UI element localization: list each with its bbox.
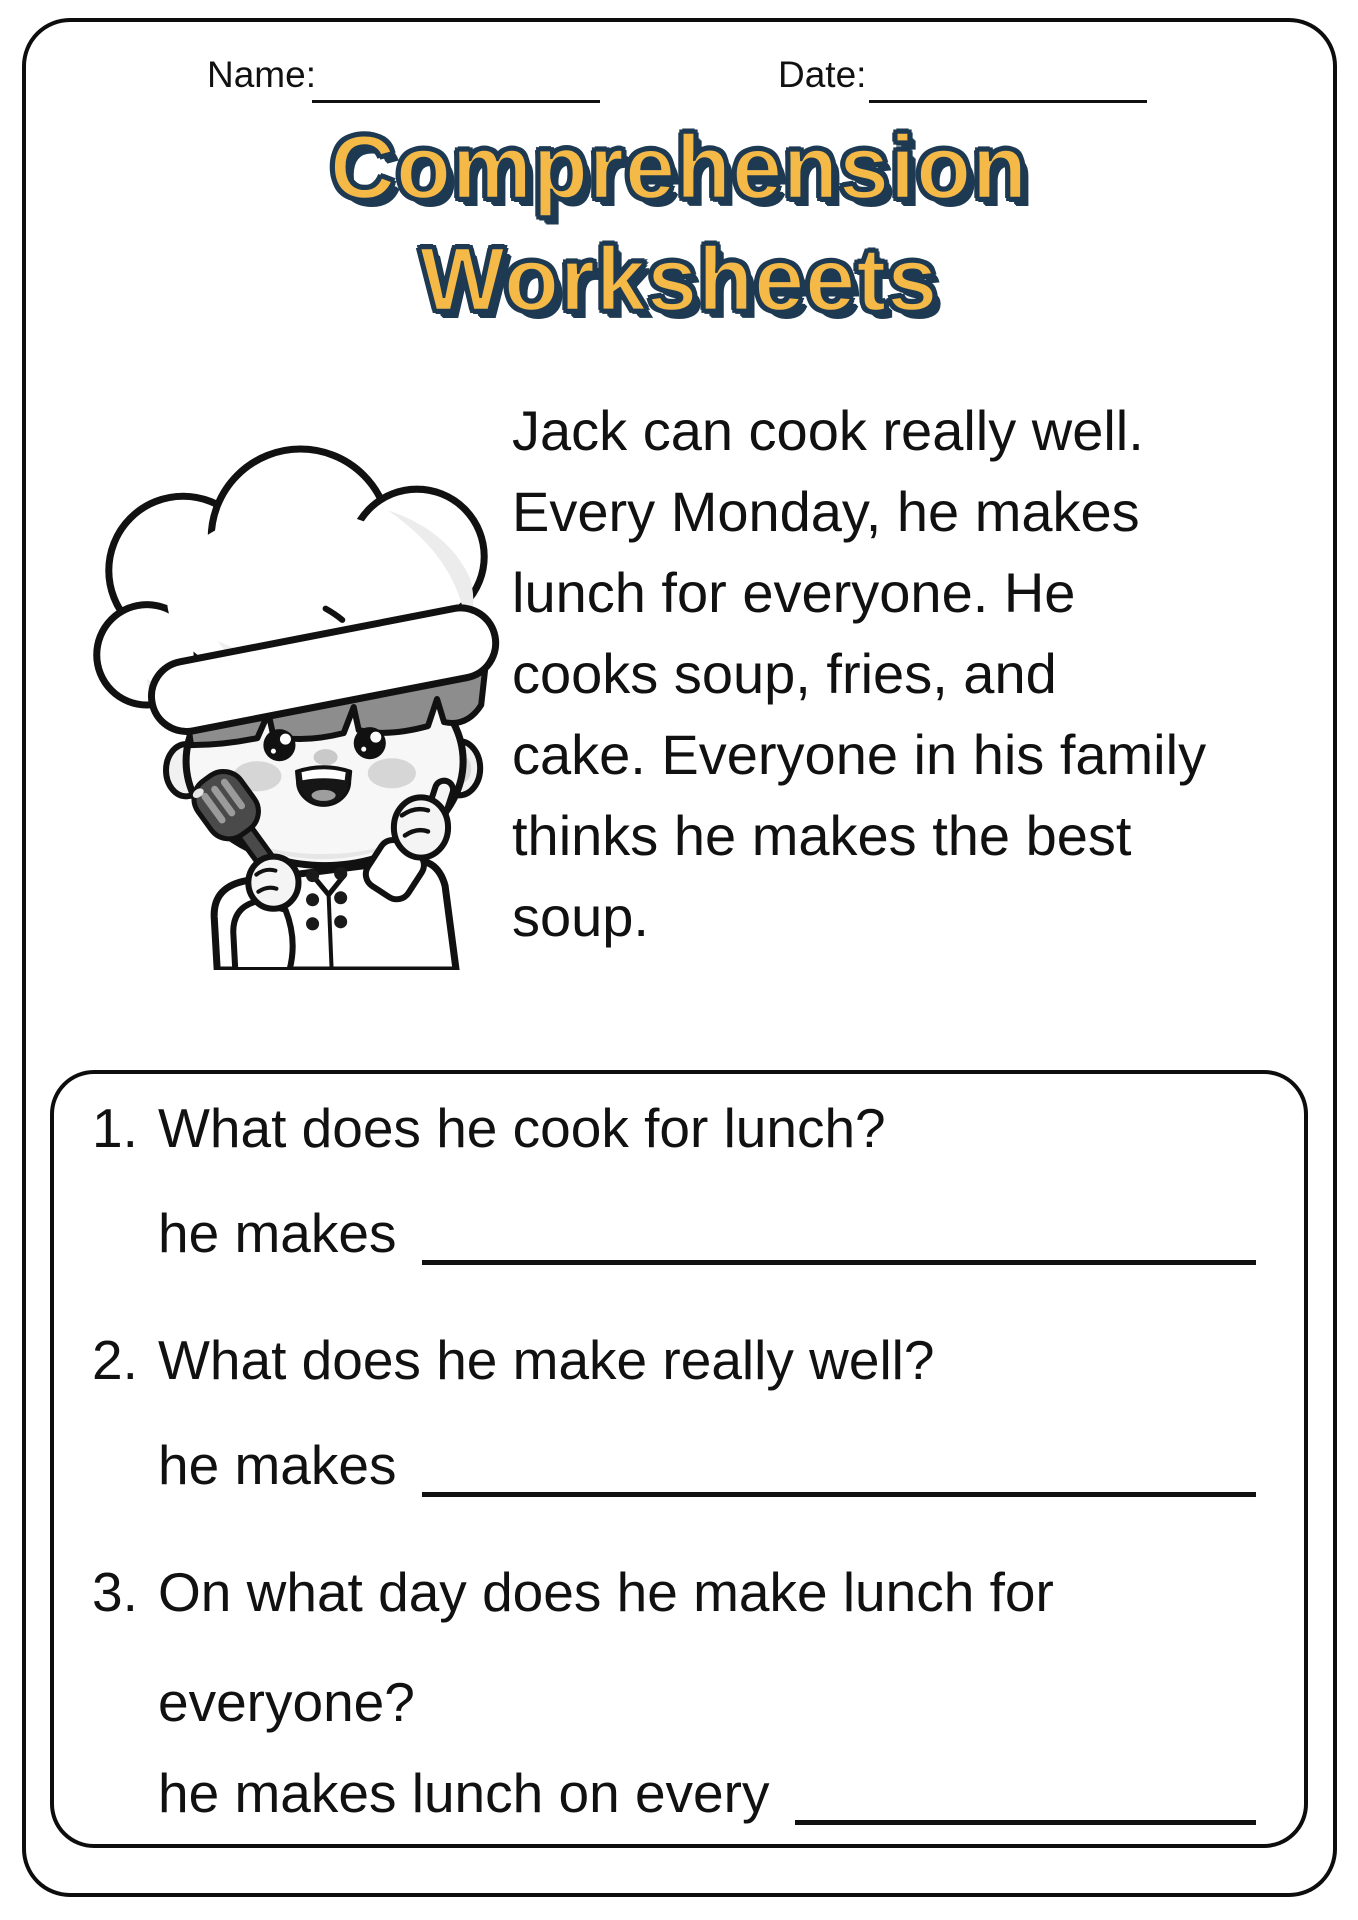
page-title-line2: Worksheets [419,230,939,330]
date-blank-line[interactable] [869,60,1147,103]
passage-line: Every Monday, he makes [512,480,1140,543]
question-number: 1. [92,1097,138,1159]
question-text: What does he cook for lunch? [158,1097,886,1159]
question-number: 3. [92,1561,138,1623]
answer-blank-line-3[interactable] [795,1760,1256,1825]
name-blank-line[interactable] [312,60,600,103]
passage-line: thinks he makes the best [512,804,1132,867]
question-text: everyone? [158,1671,415,1733]
passage-line: soup. [512,885,649,948]
questions-box [50,1070,1308,1848]
passage-line: lunch for everyone. He [512,561,1076,624]
question-row-3 [92,1560,1260,1624]
page-title-line1: Comprehension [329,118,1029,218]
question-row-1 [92,1096,1260,1160]
date-label: Date: [778,54,867,95]
passage-line: cake. Everyone in his family [512,723,1207,786]
chef-boy-illustration [85,438,510,970]
question-text: On what day does he make lunch for [158,1561,1054,1623]
answer-prefix: he makes [158,1202,397,1264]
question-text: What does he make really well? [158,1329,935,1391]
page-title [0,112,1358,336]
answer-row-3 [158,1760,1256,1825]
answer-blank-line-2[interactable] [422,1432,1256,1497]
question-row-3-continued [158,1670,1260,1734]
question-number: 2. [92,1329,138,1391]
name-label: Name: [207,54,316,95]
answer-prefix: he makes [158,1434,397,1496]
answer-row-1 [158,1200,1256,1265]
answer-prefix: he makes lunch on every [158,1762,770,1824]
answer-blank-line-1[interactable] [422,1200,1256,1265]
passage-line: Jack can cook really well. [512,399,1144,462]
question-row-2 [92,1328,1260,1392]
reading-passage [512,390,1312,957]
answer-row-2 [158,1432,1256,1497]
passage-line: cooks soup, fries, and [512,642,1057,705]
